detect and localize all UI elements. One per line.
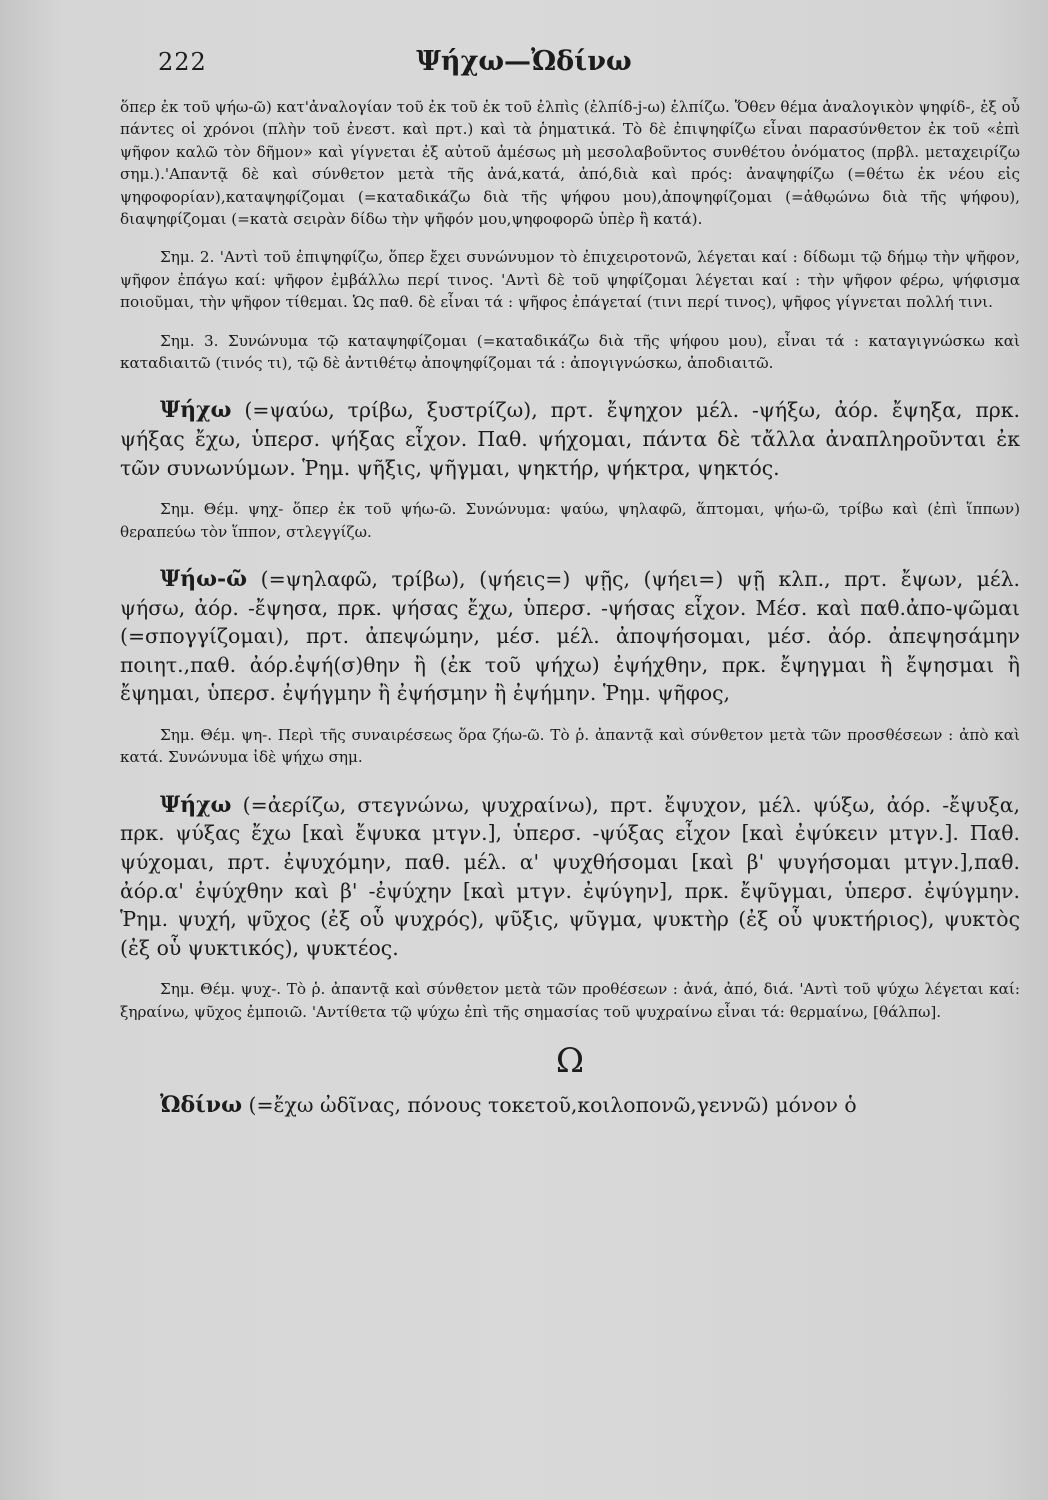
- section-letter: Ω: [555, 1041, 585, 1082]
- page-body: [120, 96, 1020, 1120]
- entry-text: (=ἀερίζω, στεγνώνω, ψυχραίνω), πρτ. ἔψυχον, μέλ. ψύξω, ἀόρ. -ἔψυξα, πρκ. ψύξας ἔχω [καὶ ἔψυκα μτγν.], ὑπερσ. -ψύξας εἶχον [καὶ ἐψύκειν μτγν.]. Παθ. ψύχομαι, πρτ. ἐψυχόμην, παθ. μέλ. α' ψυχθήσομαι [καὶ β' ψυγήσομαι μτγν.],παθ. ἀόρ.α' ἐψύχθην καὶ β' -ἐψύχην [καὶ μτγν. ἐψύγην], πρκ. ἔψῦγμαι, ὑπερσ. ἐψύγμην. Ῥημ. ψυχή, ψῦχος (ἐξ οὗ ψυχρός), ψῦξις, ψῦγμα, ψυκτὴρ (ἐξ οὗ ψυκτήριος), ψυκτὸς (ἐξ οὗ ψυκτικός), ψυκτέος.: [120, 792, 1020, 960]
- dictionary-entry: [120, 565, 1020, 708]
- page-header: [0, 48, 1048, 88]
- paragraph: ὅπερ ἐκ τοῦ ψήω-ῶ) κατ'ἀναλογίαν τοῦ ἐκ τοῦ ἐκ τοῦ ἐλπὶς (ἐλπίδ-j-ω) ἐλπίζω. Ὅθεν θέμα ἀναλογικὸν ψηφίδ-, ἐξ οὗ πάντες οἱ χρόνοι (πλὴν τοῦ ἐνεστ. καὶ πρτ.) καὶ τὰ ῥηματικά. Τὸ δὲ ἐπιψηφίζω εἶναι παρασύνθετον ἐκ τοῦ «ἐπὶ ψῆφον καλῶ τὸν δῆμον» καὶ γίγνεται ἐξ αὐτοῦ ἀμέσως μὴ μεσολαβοῦντος συνθέτου ὀνόματος (πρβλ. μεταχειρίζω σημ.).'Απαντᾷ δὲ καὶ σύνθετον μετὰ τῆς ἀνά,κατά, ἀπό,διὰ καὶ πρός: ἀναψηφίζω (=θέτω ἐκ νέου εἰς ψηφοφορίαν),καταψηφίζομαι (=καταδικάζω διὰ τῆς ψήφου μου),ἀποψηφίζομαι (=ἀθῳώνω διὰ τῆς ψήφου), διαψηφίζομαι (=κατὰ σειρὰν δίδω τὴν ψῆφόν μου,ψηφοφορῶ ὑπὲρ ἢ κατά).: [120, 98, 1020, 229]
- page-number: 222: [158, 48, 207, 76]
- note-paragraph: Σημ. Θέμ. ψη-. Περὶ τῆς συναιρέσεως ὅρα ζήω-ῶ. Τὸ ῥ. ἀπαντᾷ καὶ σύνθετον μετὰ τῶν προσθέσεων : ἀπὸ καὶ κατά. Συνώνυμα ἰδὲ ψήχω σημ.: [120, 726, 1020, 767]
- note-paragraph: Σημ. Θέμ. ψυχ-. Τὸ ῥ. ἀπαντᾷ καὶ σύνθετον μετὰ τῶν προθέσεων : ἀνά, ἀπό, διά. 'Αντὶ τοῦ ψύχω λέγεται καί: ξηραίνω, ψῦχος ἐμποιῶ. 'Αντίθετα τῷ ψύχω ἐπὶ τῆς σημασίας τοῦ ψυχραίνω εἶναι τά: θερμαίνω, [θάλπω].: [120, 980, 1020, 1021]
- running-title: Ψήχω—Ὠδίνω: [416, 46, 632, 77]
- dictionary-entry: [120, 396, 1020, 482]
- entry-headword: Ψήχω: [160, 791, 232, 818]
- note-paragraph: Σημ. 3. Συνώνυμα τῷ καταψηφίζομαι (=καταδικάζω διὰ τῆς ψήφου μου), εἶναι τά : καταγιγνώσκω καὶ καταδιαιτῶ (τινός τι), τῷ δὲ ἀντιθέτῳ ἀποψηφίζομαι τά : ἀπογιγνώσκω, ἀποδιαιτῶ.: [120, 331, 1020, 373]
- note-paragraph: Σημ. 2. 'Αντὶ τοῦ ἐπιψηφίζω, ὅπερ ἔχει συνώνυμον τὸ ἐπιχειροτονῶ, λέγεται καί : δίδωμι τῷ δήμῳ τὴν ψῆφον, ψῆφον ἐπάγω καί: ψῆφον ἐμβάλλω περί τινος. 'Αντὶ δὲ τοῦ ψηφίζομαι λέγεται καί : τὴν ψῆφον φέρω, ψήφισμα ποιοῦμαι, τὴν ψῆφον τίθεμαι. Ὡς παθ. δὲ εἶναι τά : ψῆφος ἐπάγεταί (τινι περί τινος), ψῆφος γίγνεται πολλή τινι.: [120, 248, 1020, 312]
- note-paragraph: Σημ. Θέμ. ψηχ- ὅπερ ἐκ τοῦ ψήω-ῶ. Συνώνυμα: ψαύω, ψηλαφῶ, ἅπτομαι, ψήω-ῶ, τρίβω καὶ (ἐπὶ ἵππων) θεραπεύω τὸν ἵππον, στλεγγίζω.: [120, 500, 1020, 541]
- entry-headword: Ψήω-ῶ: [160, 566, 248, 593]
- dictionary-entry: [120, 1091, 1020, 1120]
- entry-headword: Ὠδίνω: [160, 1092, 243, 1119]
- dictionary-entry: [120, 791, 1020, 963]
- entry-headword: Ψήχω: [160, 397, 232, 424]
- entry-text: (=ψηλαφῶ, τρίβω), (ψήεις=) ψῇς, (ψήει=) ψῇ κλπ., πρτ. ἔψων, μέλ. ψήσω, ἀόρ. -ἔψησα, πρκ. ψήσας ἔχω, ὑπερσ. -ψήσας εἶχον. Μέσ. καὶ παθ.ἀπο-ψῶμαι (=σπογγίζομαι), πρτ. ἀπεψώμην, μέσ. μέλ. ἀποψήσομαι, μέσ. ἀόρ. ἀπεψησάμην ποιητ.,παθ. ἀόρ.ἐψή(σ)θην ἢ (ἐκ τοῦ ψήχω) ἐψήχθην, πρκ. ἔψηγμαι ἢ ἔψησμαι ἢ ἔψημαι, ὑπερσ. ἐψήγμην ἢ ἐψήσμην ἢ ἐψήμην. Ῥημ. ψῆφος,: [120, 567, 1020, 706]
- entry-text: (=ἔχω ὠδῖνας, πόνους τοκετοῦ,κοιλοπονῶ,γεννῶ) μόνον ὁ: [242, 1093, 857, 1118]
- entry-text: (=ψαύω, τρίβω, ξυστρίζω), πρτ. ἔψηχον μέλ. -ψήξω, ἀόρ. ἔψηξα, πρκ. ψήξας ἔχω, ὑπερσ. ψήξας εἶχον. Παθ. ψήχομαι, πάντα δὲ τἄλλα ἀναπληροῦνται ἐκ τῶν συνωνύμων. Ῥημ. ψῆξις, ψῆγμαι, ψηκτήρ, ψήκτρα, ψηκτός.: [120, 398, 1020, 480]
